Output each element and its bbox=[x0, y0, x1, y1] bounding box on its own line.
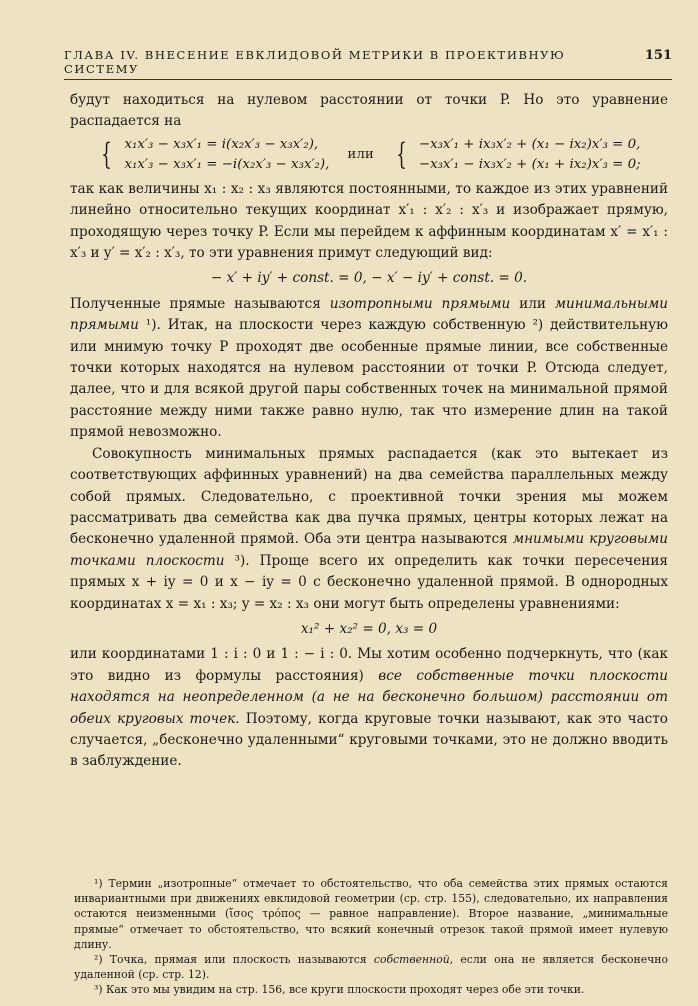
p4-text-a: Совокупность минимальных прямых распадается (как это вытекает из соответствующих аффинных уравнений) на два семейства параллельных между собой прямых. Следовательно, с проективной точки зрения мы можем рассматривать два семейства как два пучка прямых, центры которых лежат на бесконечно удаленной прямой. Оба эти центра называются bbox=[70, 445, 668, 548]
p3-text-c: ¹). Итак, на плоскости через каждую собственную ²) действительную или мнимую точку P проходят две особенные прямые линии, все собственные точки которых находятся на нулевом расстоянии от точки P. Отсюда следует, далее, что и для всякой другой пары собственных точек на минимальной прямой расстояние между ними также равно нулю, так что измерение длин на такой прямой невозможно. bbox=[70, 317, 668, 441]
fn2-text-a: ²) Точка, прямая или плоскость называются bbox=[94, 953, 374, 967]
left-brace: { bbox=[101, 137, 113, 173]
equation-right-2: −x₃x′₁ − ix₃x′₂ + (x₁ + ix₂)x′₃ = 0; bbox=[418, 156, 641, 172]
p3-text-b: или bbox=[510, 295, 555, 312]
footnote-2 bbox=[74, 952, 668, 982]
main-text bbox=[70, 90, 668, 773]
term-isotropic: изотропными прямыми bbox=[329, 295, 511, 312]
paragraph-2: так как величины x₁ : x₂ : x₃ являются постоянными, то каждое из этих уравнений линейно относительно текущих координат x′₁ : x′₂ : x′₃ и изображает прямую, проходящую через точку P. Если мы перейдем к аффинным координатам x′ = x′₁ : x′₃ и y′ = x′₂ : x′₃, то эти уравнения примут следующий вид: bbox=[70, 180, 668, 262]
equation-group-right bbox=[419, 135, 641, 175]
paragraph-5 bbox=[70, 644, 668, 772]
paragraph-3 bbox=[70, 294, 668, 444]
equation-right-1: −x₃x′₁ + ix₃x′₂ + (x₁ − ix₂)x′₃ = 0, bbox=[418, 136, 641, 152]
equation-circular-points: x₁² + x₂² = 0, x₃ = 0 bbox=[300, 620, 438, 637]
paragraph-4 bbox=[70, 444, 668, 615]
paragraph-1: будут находиться на нулевом расстоянии от точки P. Но это уравнение распадается на bbox=[70, 92, 668, 130]
footnote-1: ¹) Термин „изотропные“ отмечает то обстоятельство, что оба семейства этих прямых остаются инвариантными при движениях евклидовой геометрии (ср. стр. 155), следовательно, их направления остаются неизменными (ἴσος τρόπος — равное направление). Второе название, „минимальные прямые“ отмечает то обстоятельство, что всякий конечный отрезок такой прямой имеет нулевую длину. bbox=[74, 877, 668, 951]
right-brace: { bbox=[396, 137, 407, 173]
page-number: 151 bbox=[644, 48, 672, 63]
equation-system bbox=[70, 135, 668, 175]
p5-text-a: или координатами 1 : i : 0 и 1 : − i : 0. Мы хотим особенно подчеркнуть, что (как это видно из формулы расстояния) bbox=[70, 646, 668, 684]
equation-left-1: x₁x′₃ − x₃x′₁ = i(x₂x′₃ − x₃x′₂), bbox=[124, 136, 319, 152]
p5-emphasis: все собственные точки плоскости находятся на неопределенном (а не на бесконечно большом) расстоянии от обеих круговых точек. bbox=[70, 667, 668, 727]
running-header bbox=[64, 48, 672, 80]
equation-group-left bbox=[124, 135, 329, 175]
equation-left-2: x₁x′₃ − x₃x′₁ = −i(x₂x′₃ − x₃x′₂), bbox=[124, 156, 330, 172]
fn2-emphasis: собственной bbox=[373, 953, 450, 967]
footnote-3: ³) Как это мы увидим на стр. 156, все круги плоскости проходят через обе эти точки. bbox=[94, 983, 585, 997]
p5-text-b: Поэтому, когда круговые точки называют, как это часто случается, „бесконечно удаленными“ круговыми точками, это не должно вводить в заблуждение. bbox=[70, 710, 668, 770]
equation-affine: − x′ + iy′ + const. = 0, − x′ − iy′ + const. = 0. bbox=[210, 270, 528, 287]
term-circular-points: мнимыми круговыми точками плоскости bbox=[70, 531, 668, 569]
equation-or: или bbox=[347, 147, 374, 163]
footnotes bbox=[74, 876, 668, 998]
running-title: ГЛАВА IV. ВНЕСЕНИЕ ЕВКЛИДОВОЙ МЕТРИКИ В ПРОЕКТИВНУЮ СИСТЕМУ bbox=[64, 48, 566, 76]
term-minimal: минимальными прямыми bbox=[70, 295, 668, 334]
p4-text-b: ³). Проще всего их определить как точки пересечения прямых x + iy = 0 и x − iy = 0 с бесконечно удаленной прямой. В однородных координатах x = x₁ : x₃; y = x₂ : x₃ они могут быть определены уравнениями: bbox=[70, 552, 668, 612]
fn2-text-b: , если она не является бесконечно удаленной (ср. стр. 12). bbox=[74, 953, 668, 982]
p3-text-a: Полученные прямые называются bbox=[70, 295, 330, 312]
